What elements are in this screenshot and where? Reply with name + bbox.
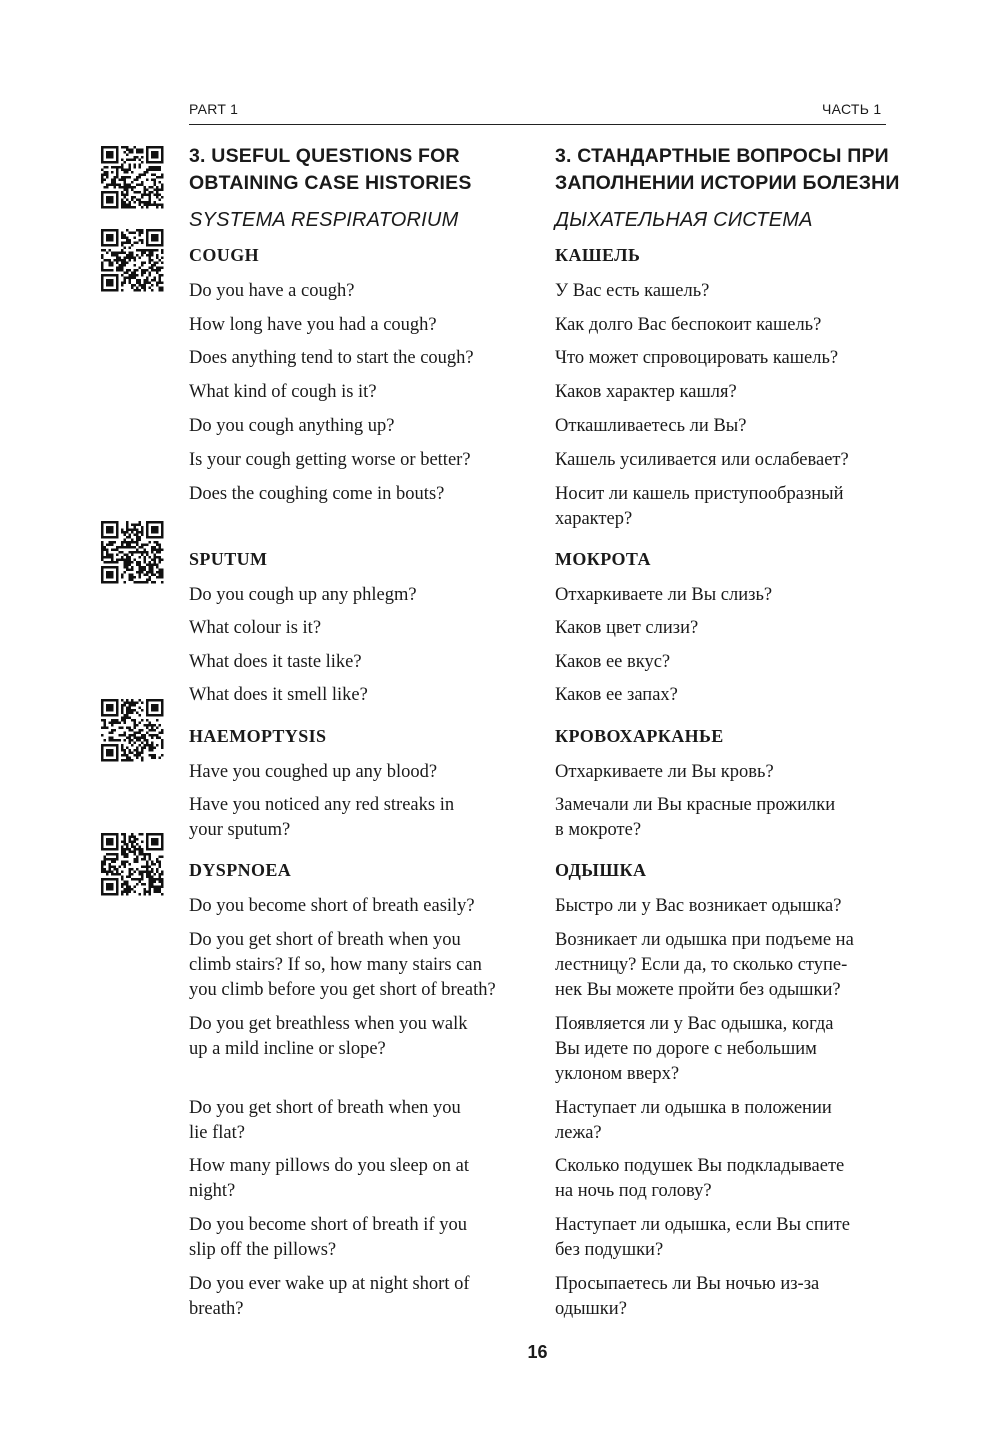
section-heading-sputum-ru: МОКРОТА [555, 549, 651, 569]
question-en: Do you cough anything up? [189, 416, 395, 436]
question-en: lie flat? [189, 1123, 245, 1143]
question-ru: Наступает ли одышка, если Вы спите [555, 1215, 850, 1235]
question-ru: характер? [555, 509, 633, 529]
question-en: Is your cough getting worse or better? [189, 450, 471, 470]
title-en-line1: 3. USEFUL QUESTIONS FOR [189, 145, 460, 167]
question-ru: Носит ли кашель приступообразный [555, 484, 844, 504]
question-en: Do you become short of breath if you [189, 1215, 467, 1235]
question-ru: Замечали ли Вы красные прожилки [555, 795, 836, 815]
question-ru: на ночь под голову? [555, 1181, 712, 1201]
question-ru: Как долго Вас беспокоит кашель? [555, 315, 822, 335]
question-en: breath? [189, 1299, 244, 1319]
qr-code-icon [101, 521, 164, 584]
section-heading-dyspnoea-en: DYSPNOEA [189, 860, 292, 880]
question-ru: в мокроте? [555, 820, 642, 840]
qr-code-icon [101, 699, 164, 762]
question-ru: Быстро ли у Вас возникает одышка? [555, 896, 842, 916]
question-ru: Отхаркиваете ли Вы слизь? [555, 585, 773, 605]
question-en: night? [189, 1181, 236, 1201]
question-en: your sputum? [189, 820, 291, 840]
question-en: What does it taste like? [189, 652, 362, 672]
question-ru: Появляется ли у Вас одышка, когда [555, 1014, 834, 1034]
question-ru: Возникает ли одышка при подъеме на [555, 930, 854, 950]
question-en: Do you get short of breath when you [189, 930, 461, 950]
question-en: climb stairs? If so, how many stairs can [189, 955, 482, 975]
section-heading-dyspnoea-ru: ОДЫШКА [555, 860, 647, 880]
question-ru: Вы идете по дороге с небольшим [555, 1039, 817, 1059]
question-ru: Каков ее запах? [555, 685, 678, 705]
header-rule [189, 124, 886, 125]
question-en: slip off the pillows? [189, 1240, 337, 1260]
question-en: What does it smell like? [189, 685, 368, 705]
question-ru: Каков цвет слизи? [555, 618, 699, 638]
question-en: How long have you had a cough? [189, 315, 437, 335]
section-heading-haemoptysis-en: HAEMOPTYSIS [189, 726, 327, 746]
question-en: Does anything tend to start the cough? [189, 348, 474, 368]
question-en: How many pillows do you sleep on at [189, 1156, 470, 1176]
question-en: Do you ever wake up at night short of [189, 1274, 470, 1294]
question-ru: Кашель усиливается или ослабевает? [555, 450, 849, 470]
question-ru: лежа? [555, 1123, 602, 1143]
section-heading-cough-en: COUGH [189, 245, 260, 265]
question-ru: Каков характер кашля? [555, 382, 737, 402]
question-ru: Просыпаетесь ли Вы ночью из-за [555, 1274, 820, 1294]
question-ru: Сколько подушек Вы подкладываете [555, 1156, 845, 1176]
section-heading-sputum-en: SPUTUM [189, 549, 268, 569]
question-ru: Отхаркиваете ли Вы кровь? [555, 762, 774, 782]
question-en: Do you cough up any phlegm? [189, 585, 417, 605]
question-ru: Что может спровоцировать кашель? [555, 348, 839, 368]
section-heading-haemoptysis-ru: КРОВОХАРКАНЬЕ [555, 726, 724, 746]
question-ru: У Вас есть кашель? [555, 281, 710, 301]
question-en: Do you get short of breath when you [189, 1098, 461, 1118]
question-en: Do you become short of breath easily? [189, 896, 475, 916]
question-en: you climb before you get short of breath? [189, 980, 496, 1000]
question-ru: нек Вы можете пройти без одышки? [555, 980, 841, 1000]
question-en: Do you have a cough? [189, 281, 355, 301]
qr-code-icon [101, 229, 164, 292]
qr-code-icon [101, 146, 164, 209]
question-ru: уклоном вверх? [555, 1064, 680, 1084]
question-en: Have you noticed any red streaks in [189, 795, 455, 815]
question-en: What kind of cough is it? [189, 382, 377, 402]
question-en: up a mild incline or slope? [189, 1039, 386, 1059]
section-heading-cough-ru: КАШЕЛЬ [555, 245, 641, 265]
question-en: Have you coughed up any blood? [189, 762, 438, 782]
title-en-line2: OBTAINING CASE HISTORIES [189, 172, 472, 194]
question-ru: без подушки? [555, 1240, 664, 1260]
question-ru: Откашливаетесь ли Вы? [555, 416, 747, 436]
title-ru-line2: ЗАПОЛНЕНИИ ИСТОРИИ БОЛЕЗНИ [555, 172, 900, 194]
question-ru: одышки? [555, 1299, 627, 1319]
title-ru-line1: 3. СТАНДАРТНЫЕ ВОПРОСЫ ПРИ [555, 145, 889, 167]
question-en: Does the coughing come in bouts? [189, 484, 445, 504]
running-header-right: ЧАСТЬ 1 [822, 101, 882, 117]
system-en: SYSTEMA RESPIRATORIUM [189, 209, 459, 231]
question-ru: лестницу? Если да, то сколько ступе- [555, 955, 848, 975]
question-ru: Каков ее вкус? [555, 652, 671, 672]
question-en: Do you get breathless when you walk [189, 1014, 468, 1034]
question-ru: Наступает ли одышка в положении [555, 1098, 832, 1118]
running-header-left: PART 1 [189, 101, 239, 117]
page-number: 16 [527, 1342, 548, 1362]
qr-code-icon [101, 833, 164, 896]
system-ru: ДЫХАТЕЛЬНАЯ СИСТЕМА [555, 209, 813, 231]
question-en: What colour is it? [189, 618, 322, 638]
